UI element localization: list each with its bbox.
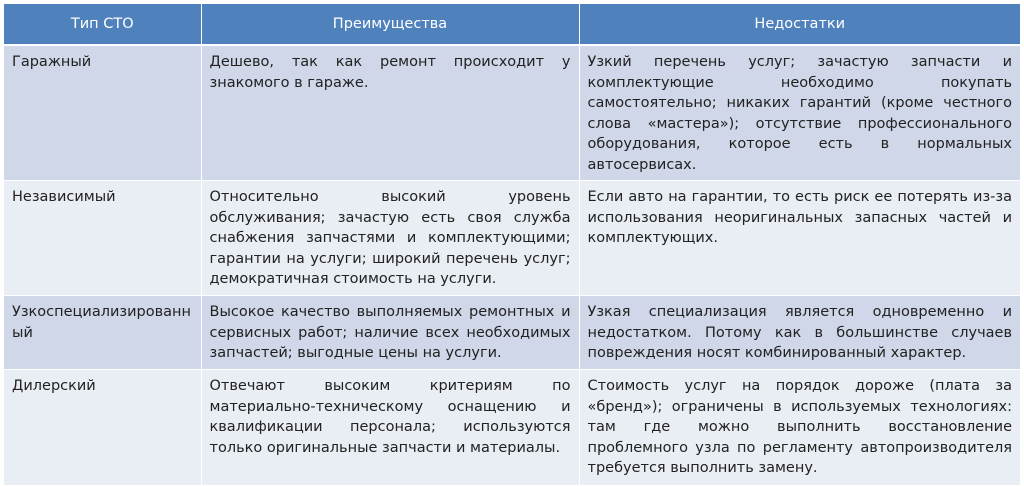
header-row [4, 4, 1020, 45]
cell-type: Узкоспециализированный [4, 296, 201, 370]
cell-type: Дилерский [4, 370, 201, 486]
cell-cons: Узкий перечень услуг; зачастую запчасти и комплектующие необходимо покупать самостоятельно; никаких гарантий (кроме честного слова «мастера»); отсутствие профессионального оборудования, которое есть в нормальных автосервисах. [579, 45, 1020, 181]
cell-pros: Высокое качество выполняемых ремонтных и сервисных работ; наличие всех необходимых запчастей; выгодные цены на услуги. [201, 296, 579, 370]
header-cons: Недостатки [579, 4, 1020, 45]
service-station-comparison-table [4, 4, 1020, 486]
table-header [4, 4, 1020, 45]
table-row [4, 370, 1020, 486]
cell-cons: Если авто на гарантии, то есть риск ее потерять из-за использования неоригинальных запасных частей и комплектующих. [579, 181, 1020, 296]
cell-type: Независимый [4, 181, 201, 296]
cell-cons: Стоимость услуг на порядок дороже (плата за «бренд»); ограничены в используемых технологиях: там где можно выполнить восстановление проблемного узла по регламенту автопроизводителя требуется выполнить замену. [579, 370, 1020, 486]
cell-pros: Отвечают высоким критериям по материально-техническому оснащению и квалификации персонала; используются только оригинальные запчасти и материалы. [201, 370, 579, 486]
cell-pros: Дешево, так как ремонт происходит у знакомого в гараже. [201, 45, 579, 181]
table-row [4, 296, 1020, 370]
header-type: Тип СТО [4, 4, 201, 45]
table-body [4, 45, 1020, 486]
table-row [4, 45, 1020, 181]
cell-pros: Относительно высокий уровень обслуживания; зачастую есть своя служба снабжения запчастями и комплектующими; гарантии на услуги; широкий перечень услуг; демократичная стоимость на услуги. [201, 181, 579, 296]
cell-type: Гаражный [4, 45, 201, 181]
table-row [4, 181, 1020, 296]
comparison-table-container [4, 4, 1020, 486]
cell-cons: Узкая специализация является одновременно и недостатком. Потому как в большинстве случаев повреждения носят комбинированный характер. [579, 296, 1020, 370]
header-pros: Преимущества [201, 4, 579, 45]
